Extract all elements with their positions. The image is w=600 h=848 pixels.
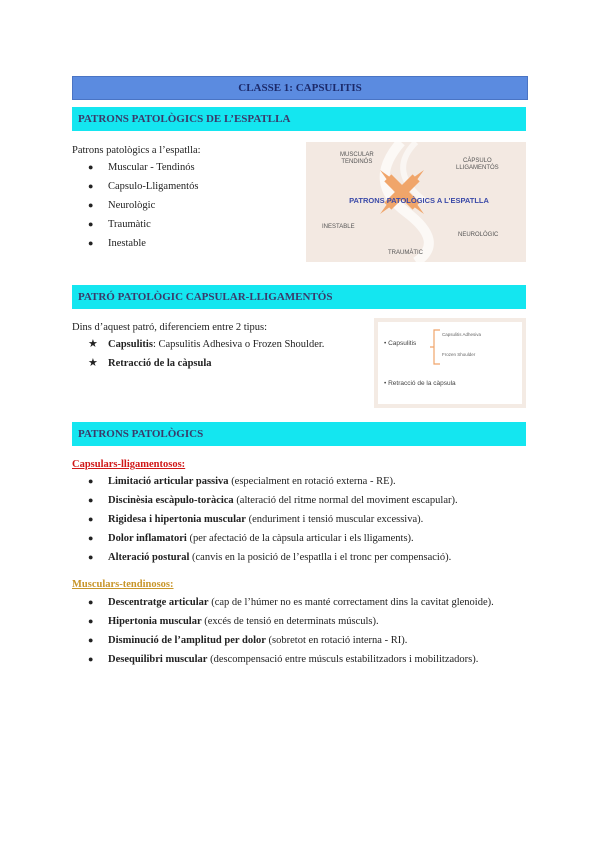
bullet-icon: ● (88, 533, 94, 543)
capsular-types-list (72, 335, 324, 373)
section-heading-patrons: PATRONS PATOLÒGICS (72, 422, 526, 446)
list-item-term: Disminució de l’amplitud per dolor (108, 635, 266, 646)
capsular-heading: Capsulars-lligamentosos: (72, 459, 186, 470)
list-item-description: (excés de tensió en determinats músculs). (201, 616, 379, 627)
bullet-icon: ● (88, 162, 94, 172)
list-item-description: (especialment en rotació externa - RE). (228, 476, 396, 487)
list-item-term: Hipertonia muscular (108, 616, 202, 627)
label-neurologic: NEUROLÒGIC (458, 232, 499, 238)
label-traumatic: TRAUMÀTIC (388, 250, 423, 256)
bullet-icon: ● (88, 476, 94, 486)
list-item-label: Neurològic (108, 200, 156, 211)
muscular-heading: Musculars-tendinosos: (72, 579, 174, 590)
star-icon: ★ (88, 357, 98, 369)
list-item-description: (cap de l’húmer no es manté correctament dins la cavitat glenoide). (208, 597, 494, 608)
diagram-panel (378, 322, 522, 404)
bullet-icon: ● (88, 552, 94, 562)
capsular-symptoms-list (72, 472, 458, 567)
bullet-icon: ● (88, 597, 94, 607)
bullet-icon: ● (88, 495, 94, 505)
bullet-icon: ● (88, 200, 94, 210)
list-item-term: Dolor inflamatori (108, 533, 187, 544)
bullet-icon: ● (88, 238, 94, 248)
list-item-term: Discinèsia escàpulo-toràcica (108, 495, 234, 506)
label-inestable: INESTABLE (322, 224, 355, 230)
list-item-description: (sobretot en rotació interna - RI). (265, 635, 408, 646)
bullet-icon: ● (88, 635, 94, 645)
bullet-icon: ● (88, 616, 94, 626)
list-item-description: (enduriment i tensió muscular excessiva). (245, 514, 424, 525)
list-item (72, 491, 458, 510)
list-item-description: (per afectació de la càpsula articular i els lligaments). (186, 533, 414, 544)
list-item-description: (descompensació entre músculs estabilitzadors i mobilitzadors). (207, 654, 479, 665)
list-item (72, 593, 494, 612)
list-item-term: Alteració postural (108, 552, 190, 563)
list-item: ★ Capsulitis: Capsulitis Adhesiva o Frozen Shoulder. (72, 335, 324, 354)
list-item (72, 472, 458, 491)
bullet-icon: ● (88, 181, 94, 191)
list-item (72, 631, 494, 650)
label-capsulo: CÀPSULO LLIGAMENTÓS (456, 158, 499, 171)
list-item (72, 158, 198, 177)
label-muscular: MUSCULAR TENDINÓS (340, 152, 374, 165)
diagram-sub1: Capsulitis Adhesiva (442, 332, 482, 337)
muscular-symptoms-list (72, 593, 494, 669)
list-item-term: Limitació articular passiva (108, 476, 229, 487)
section-heading-capsular: PATRÓ PATOLÒGIC CAPSULAR-LLIGAMENTÓS (72, 285, 526, 309)
list-item-description: (alteració del ritme normal del moviment escapular). (233, 495, 458, 506)
page-title: CLASSE 1: CAPSULITIS (72, 76, 528, 100)
section2-intro: Dins d’aquest patró, diferenciem entre 2 tipus: (72, 322, 268, 333)
list-item (72, 234, 198, 253)
bullet-icon: ● (88, 219, 94, 229)
list-item-label: Muscular - Tendinós (108, 162, 195, 173)
list-item-label: Traumàtic (108, 219, 151, 230)
list-item (72, 529, 458, 548)
star-icon: ★ (88, 338, 98, 350)
list-item (72, 510, 458, 529)
list-item-label: Inestable (108, 238, 146, 249)
list-item-description: (canvis en la posició de l’espatlla i el tronc per compensació). (189, 552, 452, 563)
list-item (72, 177, 198, 196)
section1-intro: Patrons patològics a l’espatlla: (72, 145, 201, 156)
section-heading-patrons-espatlla: PATRONS PATOLÒGICS DE L’ESPATLLA (72, 107, 526, 131)
capsular-types-diagram (374, 318, 526, 408)
list-item (72, 196, 198, 215)
bullet-icon: ● (88, 654, 94, 664)
list-item: ★ Retracció de la càpsula (72, 354, 324, 373)
patterns-diagram (306, 142, 526, 262)
diagram-capsulitis: • Capsulitis (384, 340, 417, 347)
bullet-icon: ● (88, 514, 94, 524)
list-item-term: Descentratge articular (108, 597, 209, 608)
diagram-retraccio: • Retracció de la càpsula (384, 380, 456, 387)
list-item (72, 548, 458, 567)
list-item-term: Rigidesa i hipertonia muscular (108, 514, 246, 525)
list-item-label: Capsulo-Lligamentós (108, 181, 199, 192)
list-item-term: Desequilibri muscular (108, 654, 208, 665)
list-item (72, 215, 198, 234)
list-item (72, 650, 494, 669)
pattern-list (72, 158, 198, 253)
list-item (72, 612, 494, 631)
diagram-sub2: Frozen Shoulder (442, 352, 476, 357)
diagram-center-label: PATRONS PATOLÒGICS A L'ESPATLLA (349, 196, 489, 205)
